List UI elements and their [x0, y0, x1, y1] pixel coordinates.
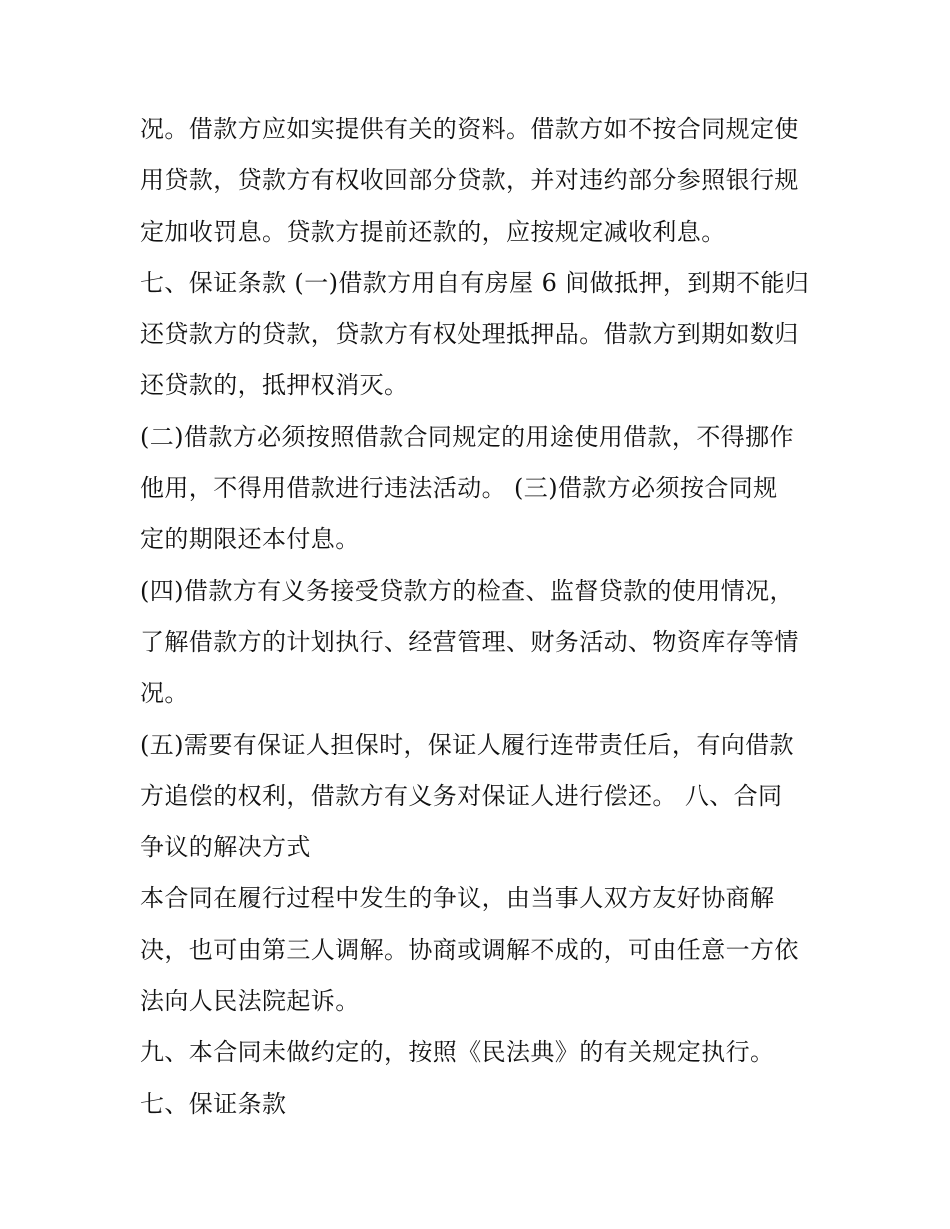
text-line: 决，也可由第三人调解。协商或调解不成的，可由任意一方依: [140, 935, 799, 964]
text-line: 本合同在履行过程中发生的争议，由当事人双方友好协商解: [140, 884, 775, 913]
text-line: 定加收罚息。贷款方提前还款的，应按规定减收利息。: [140, 217, 726, 246]
text-line: 他用，不得用借款进行违法活动。 (三)借款方必须按合同规: [140, 474, 778, 503]
clause-two-line: (二)借款方必须按照借款合同规定的用途使用借款，不得挪作: [140, 422, 794, 451]
contract-text-block: [140, 104, 820, 1130]
clause-four-line: (四)借款方有义务接受贷款方的检查、监督贷款的使用情况，: [140, 576, 794, 605]
text-line: 法向人民法院起诉。: [140, 987, 360, 1016]
section-seven-heading-line: 七、保证条款 (一)借款方用自有房屋 6 间做抵押，到期不能归: [140, 268, 810, 297]
text-line: 况。借款方应如实提供有关的资料。借款方如不按合同规定使: [140, 115, 799, 143]
text-line: 方追偿的权利，借款方有义务对保证人进行偿还。 八、合同: [140, 781, 783, 810]
text-line: 况。: [140, 679, 189, 708]
text-line: 用贷款，贷款方有权收回部分贷款，并对违约部分参照银行规: [140, 166, 799, 195]
text-line: 定的期限还本付息。: [140, 525, 360, 554]
text-line: 还贷款的，抵押权消灭。: [140, 371, 409, 400]
text-line: 了解借款方的计划执行、经营管理、财务活动、物资库存等情: [140, 627, 799, 656]
section-nine-line: 九、本合同未做约定的，按照《民法典》的有关规定执行。: [140, 1038, 775, 1067]
clause-five-line: (五)需要有保证人担保时，保证人履行连带责任后，有向借款: [140, 730, 794, 759]
section-eight-heading-line: 争议的解决方式: [140, 833, 311, 862]
text-line: 还贷款方的贷款，贷款方有权处理抵押品。借款方到期如数归: [140, 320, 799, 349]
section-seven-repeat-heading: 七、保证条款: [140, 1089, 287, 1118]
